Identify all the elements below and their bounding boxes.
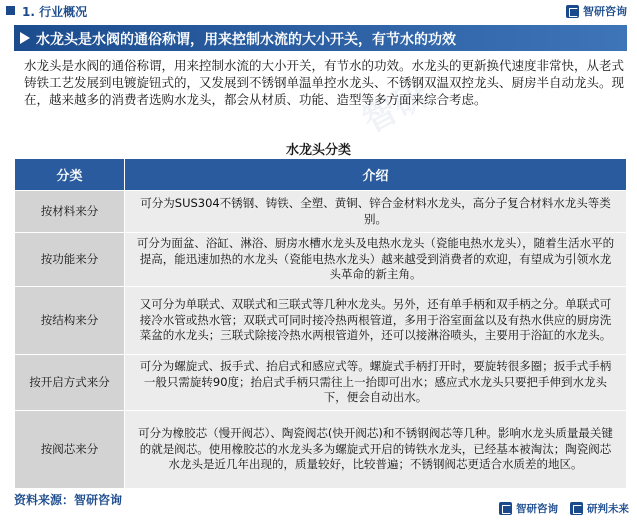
table-row	[15, 355, 627, 411]
row-description: 可分为面盆、浴缸、淋浴、厨房水槽水龙头及电热水龙头（瓷能电热水龙头），随着生活水平的提高，能迅速加热的水龙头（瓷能电热水龙头）越来越受到消费者的欢迎，有望成为引领水龙头革命的新主角。	[125, 233, 627, 287]
top-bar	[0, 0, 637, 24]
section-title: 1. 行业概况	[22, 5, 88, 19]
table-row	[15, 191, 627, 233]
row-category: 按开启方式来分	[15, 355, 125, 411]
header-description: 介绍	[125, 159, 627, 191]
slogan-icon	[570, 502, 583, 515]
table-row	[15, 411, 627, 489]
table-header-row	[15, 159, 627, 191]
brand-logo-text: 智研咨询	[583, 5, 627, 18]
classification-table	[14, 158, 627, 489]
footer-logo	[499, 501, 629, 516]
row-category: 按结构来分	[15, 287, 125, 355]
row-category: 按阀芯来分	[15, 411, 125, 489]
footer-slogan: 研判未来	[587, 503, 629, 515]
table-row	[15, 233, 627, 287]
table-row	[15, 287, 627, 355]
row-description: 可分为SUS304不锈钢、铸铁、全塑、黄铜、锌合金材料水龙头，高分子复合材料水龙头等类别。	[125, 191, 627, 233]
section-marker-icon	[6, 6, 15, 15]
headline-banner	[14, 25, 627, 51]
header-category: 分类	[15, 159, 125, 191]
arrow-marker-icon	[20, 32, 30, 44]
intro-paragraph: 水龙头是水阀的通俗称谓，用来控制水流的大小开关，有节水的功效。水龙头的更新换代速度非常快，从老式铸铁工艺发展到电镀旋钮式的，又发展到不锈钢单温单控水龙头、不锈钢双温双控龙头、厨房半自动龙头。现在，越来越多的消费者选购水龙头，都会从材质、功能、造型等多方面来综合考虑。	[24, 58, 625, 107]
table-title: 水龙头分类	[285, 143, 351, 158]
row-category: 按功能来分	[15, 233, 125, 287]
brand-logo-icon	[499, 502, 512, 515]
row-category: 按材料来分	[15, 191, 125, 233]
brand-logo-icon	[566, 5, 579, 18]
footer-logo-text: 智研咨询	[516, 503, 558, 515]
data-source: 资料来源：智研咨询	[14, 493, 123, 507]
row-description: 可分为螺旋式、扳手式、抬启式和感应式等。螺旋式手柄打开时，要旋转很多圈；扳手式手柄一般只需旋转90度；抬启式手柄只需往上一抬即可出水；感应式水龙头只要把手伸到水龙头下，便会自动出水。	[125, 355, 627, 411]
watermark: 智研	[356, 73, 436, 142]
brand-logo	[566, 3, 627, 19]
row-description: 可分为橡胶芯（慢开阀芯）、陶瓷阀芯(快开阀芯)和不锈钢阀芯等几种。影响水龙头质量最关键的就是阀芯。使用橡胶芯的水龙头多为螺旋式开启的铸铁水龙头，已经基本被淘汰；陶瓷阀芯水龙头是近几年出现的，质量较好，比较普遍；不锈钢阀芯更适合水质差的地区。	[125, 411, 627, 489]
headline-title: 水龙头是水阀的通俗称谓，用来控制水流的大小开关，有节水的功效	[36, 32, 456, 48]
row-description: 又可分为单联式、双联式和三联式等几种水龙头。另外，还有单手柄和双手柄之分。单联式可接冷水管或热水管；双联式可同时接冷热两根管道，多用于浴室面盆以及有热水供应的厨房洗菜盆的水龙头；三联式除接冷热水两根管道外，还可以接淋浴喷头，主要用于浴缸的水龙头。	[125, 287, 627, 355]
